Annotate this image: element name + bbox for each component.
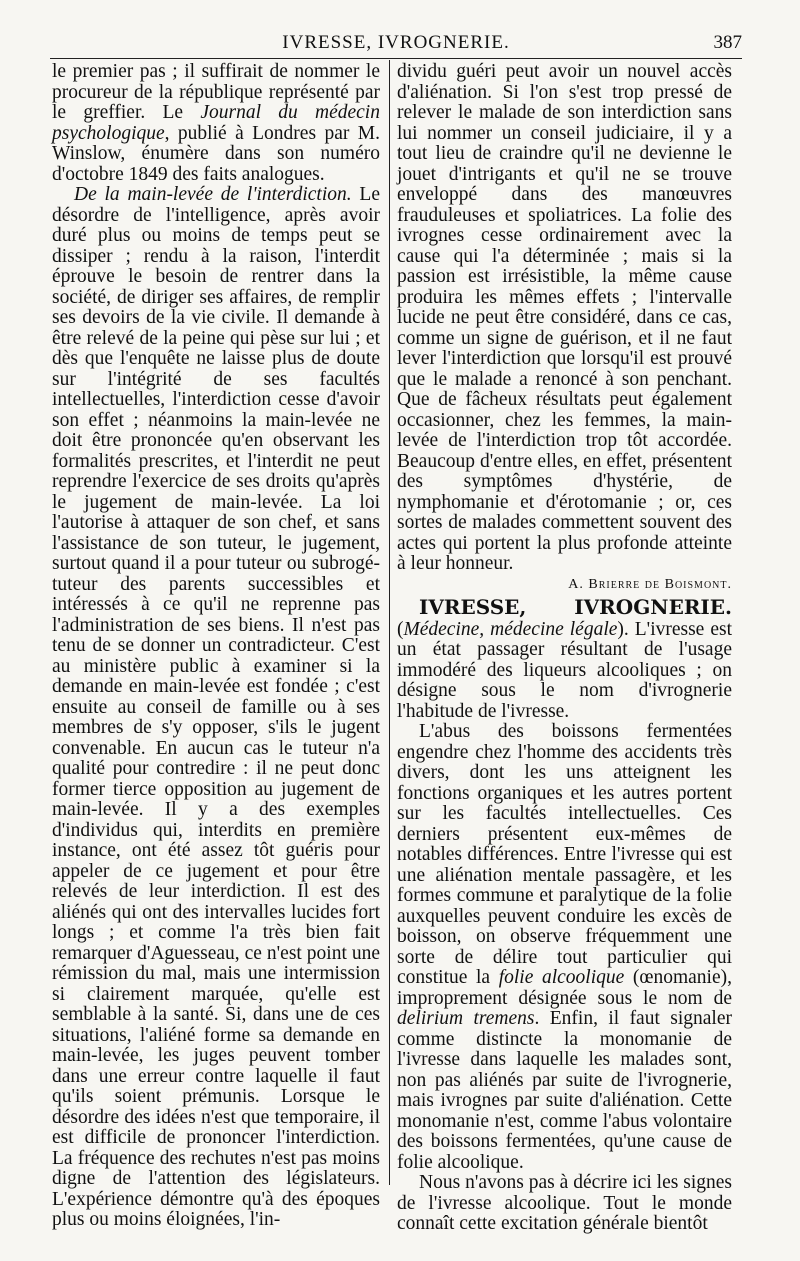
right-column [397, 62, 732, 1235]
paragraph-main-levee [52, 185, 380, 1231]
italic-term: delirium tremens [397, 1008, 535, 1029]
text-run: , publié à Londres par M. Winslow, énumère dans son numéro d'octobre 1849 des faits analogues. [52, 122, 380, 185]
entry-paragraph [397, 597, 732, 722]
column-divider [389, 60, 390, 1185]
text-run: ). L'ivresse est un état passager résultant de l'usage immodéré des liqueurs alcooliques ; on désigne sous le nom d'ivrognerie l'habitude de l'ivresse. [397, 618, 732, 722]
text-run: (œnomanie), improprement désignée sous le nom de [397, 967, 732, 1009]
paragraph-continued [52, 62, 380, 185]
text-run: Le désordre de l'intelligence, après avoir duré plus ou moins de temps peut se dissiper ; rendu à la raison, l'interdit éprouve le besoin de rentrer dans la société, de diriger ses affaires, de remplir ses devoirs de la vie civile. Il demande à être relevé de la peine qui pèse sur lui ; et dès que l'enquête ne laisse plus de doute sur l'intégrité de ses facultés intellectuelles, l'interdiction cesse d'avoir son effet ; néanmoins la main-levée ne doit être prononcée qu'en observant les formalités prescrites, et l'interdit ne peut reprendre l'exercice de ses droits qu'après le jugement de main-levée. La loi l'autorise à attaquer de son chef, et sans l'assistance de son tuteur, le jugement, surtout quand il a pour tuteur ou subrogé-tuteur des parents successibles et intéressés à ce qu'il ne reprenne pas l'administration de ses biens. Il n'est pas tenu de se donner un contradicteur. C'est au ministère public à examiner si la demande en main-levée est fondée ; c'est ensuite au conseil de famille ou à ses membres de s'y opposer, s'ils le jugent convenable. En aucun cas le tuteur n'a qualité pour contredire : il ne peut donc former tierce opposition au jugement de main-levée. Il y a des exemples d'individus qui, interdits en première instance, ont été assez tôt guéris pour appeler de ce jugement et pour être relevés de leur interdiction. Il est des aliénés qui ont des intervalles lucides fort longs ; et comme l'a très bien fait remarquer d'Aguesseau, ce n'est point une rémission du mal, mais une intermission si clairement marquée, qu'elle est semblable à la santé. Si, dans une de ces situations, l'aliéné forme sa demande en main-levée, les juges peuvent tomber dans une erreur contre laquelle il faut qu'ils soient prémunis. Lorsque le désordre des idées n'est que temporaire, il est difficile de prononcer l'interdiction. La fréquence des rechutes n'est pas moins digne de l'attention des législateurs. L'expérience démontre qu'à des époques plus ou moins éloignées, l'in- [52, 184, 380, 1230]
entry-headword: IVRESSE, IVROGNERIE. [419, 595, 732, 619]
page-number: 387 [713, 32, 742, 53]
section-heading: De la main-levée de l'interdiction. [74, 184, 352, 205]
text-run: . Enfin, il faut signaler comme distincte la monomanie de l'ivresse dans laquelle les malades sont, non pas aliénés par suite de l'ivrognerie, mais ivrognes par suite d'aliénation. Cette monomanie n'est, comme l'abus volontaire des boissons fermentées, qu'une cause de folie alcoolique. [397, 1008, 732, 1173]
text-run: L'abus des boissons fermentées engendre chez l'homme des accidents très divers, dont les uns atteignent les fonctions organiques et les autres portent sur les facultés intellectuelles. Ces derniers présentent eux-mêmes de notables différences. Entre l'ivresse qui est une aliénation mentale passagère, et les formes commune et paralytique de la folie auxquelles peuvent conduire les excès de boisson, on observe fréquemment une sorte de délire tout particulier qui constitue la [397, 721, 732, 988]
journal-title: Journal du médecin psychologique [52, 102, 380, 144]
running-head: IVRESSE, IVROGNERIE. [282, 32, 510, 53]
page-header [50, 32, 742, 56]
left-column [52, 62, 380, 1231]
signature-initial: A. [568, 576, 589, 592]
text-run: ( [397, 618, 404, 640]
paragraph-abus [397, 722, 732, 1173]
header-rule [50, 58, 742, 59]
text-run: le premier pas ; il suffirait de nommer le procureur de la république représenté par le greffier. Le [52, 61, 380, 123]
italic-term: folie alcoolique [498, 967, 625, 988]
author-signature [397, 575, 732, 596]
paragraph-signes: Nous n'avons pas à décrire ici les signes de l'ivresse alcoolique. Tout le monde connaît cette excitation générale bientôt [397, 1172, 732, 1234]
paragraph-continued: dividu guéri peut avoir un nouvel accès d'aliénation. Si l'on s'est trop pressé de relever le malade de son interdiction sans lui nommer un conseil judiciaire, il y a tout lieu de craindre qu'il ne devienne le jouet d'intrigants et qu'il ne se trouve enveloppé dans des manœuvres frauduleuses et spoliatrices. La folie des ivrognes cesse ordinairement avec la cause qui l'a déterminée ; mais si la passion est irrésistible, la même cause produira les mêmes effets ; l'intervalle lucide ne peut être considéré, dans ce cas, comme un signe de guérison, et il ne faut lever l'interdiction que lorsqu'il est prouvé que le malade a renoncé à son penchant. Que de fâcheux résultats peut également occasionner, chez les femmes, la main-levée de l'interdiction trop tôt accordée. Beaucoup d'entre elles, en effet, présentent des symptômes d'hystérie, de nymphomanie et d'érotomanie ; or, ces sortes de malades commettent souvent des actes qui portent la plus profonde atteinte à leur honneur. [397, 61, 732, 574]
signature-name: Brierre de Boismont. [588, 576, 732, 592]
entry-domain: Médecine, médecine légale [403, 618, 618, 640]
